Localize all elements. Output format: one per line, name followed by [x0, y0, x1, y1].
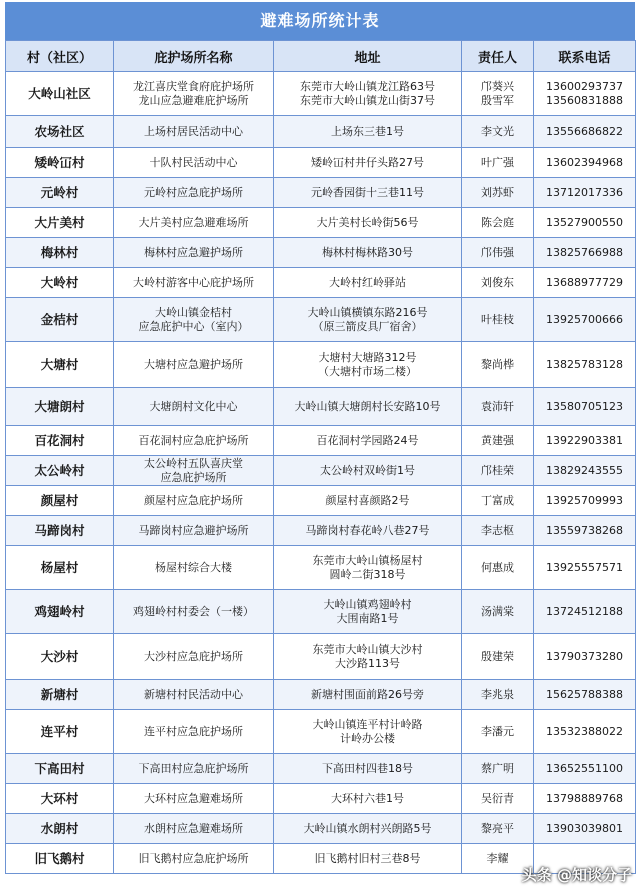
column-header-address: 地址 — [274, 41, 462, 72]
cell-address: 梅林村梅林路30号 — [274, 238, 462, 268]
cell-shelter: 龙江喜庆堂食府庇护场所 龙山应急避难庇护场所 — [114, 72, 274, 116]
cell-shelter: 大岭村游客中心庇护场所 — [114, 268, 274, 298]
cell-shelter: 鸡翅岭村村委会（一楼） — [114, 590, 274, 634]
cell-address: 百花洞村学园路24号 — [274, 426, 462, 456]
table-row — [6, 486, 636, 516]
cell-person: 丁富成 — [462, 486, 534, 516]
cell-shelter: 大片美村应急避难场所 — [114, 208, 274, 238]
cell-phone: 13688977729 — [534, 268, 636, 298]
cell-phone: 13712017336 — [534, 178, 636, 208]
cell-address: 矮岭冚村井仔头路27号 — [274, 148, 462, 178]
cell-person: 吴衍青 — [462, 784, 534, 814]
cell-phone: 13925709993 — [534, 486, 636, 516]
cell-address: 大塘村大塘路312号 （大塘村市场二楼） — [274, 342, 462, 388]
cell-phone: 13790373280 — [534, 634, 636, 680]
cell-shelter: 旧飞鹅村应急庇护场所 — [114, 844, 274, 874]
cell-phone: 13925700666 — [534, 298, 636, 342]
cell-address: 大片美村长岭街56号 — [274, 208, 462, 238]
cell-shelter: 上场村居民活动中心 — [114, 116, 274, 148]
cell-village: 大塘村 — [6, 342, 114, 388]
cell-person: 李耀 — [462, 844, 534, 874]
cell-phone: 13925557571 — [534, 546, 636, 590]
cell-address: 大岭山镇大塘朗村长安路10号 — [274, 388, 462, 426]
cell-phone: 13600293737 13560831888 — [534, 72, 636, 116]
cell-person: 李兆泉 — [462, 680, 534, 710]
cell-shelter: 下高田村应急庇护场所 — [114, 754, 274, 784]
cell-village: 杨屋村 — [6, 546, 114, 590]
table-row — [6, 148, 636, 178]
cell-shelter: 百花洞村应急庇护场所 — [114, 426, 274, 456]
table-title: 避难场所统计表 — [5, 2, 635, 40]
cell-village: 元岭村 — [6, 178, 114, 208]
cell-address: 上场东三巷1号 — [274, 116, 462, 148]
cell-shelter: 连平村应急庇护场所 — [114, 710, 274, 754]
cell-phone: 13825783128 — [534, 342, 636, 388]
cell-person: 陈会庭 — [462, 208, 534, 238]
cell-shelter: 梅林村应急避护场所 — [114, 238, 274, 268]
cell-village: 大岭村 — [6, 268, 114, 298]
cell-address: 下高田村四巷18号 — [274, 754, 462, 784]
table-row — [6, 268, 636, 298]
table-row — [6, 342, 636, 388]
cell-village: 鸡翅岭村 — [6, 590, 114, 634]
table-row — [6, 546, 636, 590]
cell-address: 新塘村围面前路26号旁 — [274, 680, 462, 710]
cell-person: 黎亮平 — [462, 814, 534, 844]
cell-person: 蔡广明 — [462, 754, 534, 784]
cell-phone: 13527900550 — [534, 208, 636, 238]
cell-shelter: 大环村应急避难场所 — [114, 784, 274, 814]
cell-address: 大岭村红岭驿站 — [274, 268, 462, 298]
column-header-phone: 联系电话 — [534, 41, 636, 72]
cell-village: 大塘朗村 — [6, 388, 114, 426]
cell-village: 马蹄岗村 — [6, 516, 114, 546]
cell-village: 颜屋村 — [6, 486, 114, 516]
cell-person: 刘俊东 — [462, 268, 534, 298]
table-row — [6, 298, 636, 342]
cell-person: 汤满棠 — [462, 590, 534, 634]
watermark: 头条 @知谈分子 — [522, 864, 632, 885]
cell-village: 大片美村 — [6, 208, 114, 238]
cell-shelter: 大塘朗村文化中心 — [114, 388, 274, 426]
cell-village: 新塘村 — [6, 680, 114, 710]
table-row — [6, 754, 636, 784]
cell-address: 大岭山镇横镇东路216号 （原三箭皮具厂宿舍） — [274, 298, 462, 342]
cell-phone: 13602394968 — [534, 148, 636, 178]
cell-shelter: 杨屋村综合大楼 — [114, 546, 274, 590]
cell-phone: 13556686822 — [534, 116, 636, 148]
cell-shelter: 大沙村应急庇护场所 — [114, 634, 274, 680]
cell-address: 大环村六巷1号 — [274, 784, 462, 814]
cell-address: 大岭山镇连平村计岭路 计岭办公楼 — [274, 710, 462, 754]
table-row — [6, 178, 636, 208]
cell-village: 连平村 — [6, 710, 114, 754]
cell-village: 太公岭村 — [6, 456, 114, 486]
cell-person: 黎尚桦 — [462, 342, 534, 388]
cell-person: 黄建强 — [462, 426, 534, 456]
cell-village: 大沙村 — [6, 634, 114, 680]
table-body — [6, 72, 636, 874]
cell-shelter: 马蹄岗村应急避护场所 — [114, 516, 274, 546]
cell-address: 太公岭村双岭街1号 — [274, 456, 462, 486]
cell-village: 矮岭冚村 — [6, 148, 114, 178]
cell-address: 东莞市大岭山镇杨屋村 圆岭二街318号 — [274, 546, 462, 590]
shelter-statistics-sheet — [5, 2, 635, 874]
cell-village: 大岭山社区 — [6, 72, 114, 116]
cell-village: 水朗村 — [6, 814, 114, 844]
cell-village: 大环村 — [6, 784, 114, 814]
cell-shelter: 太公岭村五队喜庆堂 应急庇护场所 — [114, 456, 274, 486]
cell-phone: 15625788388 — [534, 680, 636, 710]
cell-phone: 13798889768 — [534, 784, 636, 814]
cell-person: 邝伟强 — [462, 238, 534, 268]
cell-phone: 13724512188 — [534, 590, 636, 634]
cell-person: 李文光 — [462, 116, 534, 148]
cell-shelter: 水朗村应急避难场所 — [114, 814, 274, 844]
cell-village: 下高田村 — [6, 754, 114, 784]
table-row — [6, 388, 636, 426]
cell-shelter: 颜屋村应急庇护场所 — [114, 486, 274, 516]
table-row — [6, 590, 636, 634]
cell-address: 东莞市大岭山镇大沙村 大沙路113号 — [274, 634, 462, 680]
cell-shelter: 大塘村应急避护场所 — [114, 342, 274, 388]
table-row — [6, 680, 636, 710]
cell-phone: 13922903381 — [534, 426, 636, 456]
cell-person: 刘苏虾 — [462, 178, 534, 208]
cell-village: 百花洞村 — [6, 426, 114, 456]
cell-shelter: 新塘村村民活动中心 — [114, 680, 274, 710]
cell-village: 金桔村 — [6, 298, 114, 342]
cell-village: 农场社区 — [6, 116, 114, 148]
column-header-shelter: 庇护场所名称 — [114, 41, 274, 72]
cell-phone: 13829243555 — [534, 456, 636, 486]
table-row — [6, 710, 636, 754]
cell-phone: 13825766988 — [534, 238, 636, 268]
cell-address: 颜屋村喜颜路2号 — [274, 486, 462, 516]
cell-address: 大岭山镇鸡翅岭村 大围南路1号 — [274, 590, 462, 634]
cell-person: 袁沛轩 — [462, 388, 534, 426]
cell-shelter: 元岭村应急庇护场所 — [114, 178, 274, 208]
table-header-row — [6, 41, 636, 72]
table-row — [6, 516, 636, 546]
table-row — [6, 238, 636, 268]
cell-person: 李潘元 — [462, 710, 534, 754]
cell-phone: 13559738268 — [534, 516, 636, 546]
cell-phone: 13652551100 — [534, 754, 636, 784]
table-row — [6, 116, 636, 148]
cell-address: 东莞市大岭山镇龙江路63号 东莞市大岭山镇龙山街37号 — [274, 72, 462, 116]
cell-village: 梅林村 — [6, 238, 114, 268]
cell-shelter: 大岭山镇金桔村 应急庇护中心（室内） — [114, 298, 274, 342]
cell-person: 李志枢 — [462, 516, 534, 546]
table-row — [6, 784, 636, 814]
cell-shelter: 十队村民活动中心 — [114, 148, 274, 178]
cell-phone: 13580705123 — [534, 388, 636, 426]
cell-person: 殷建荣 — [462, 634, 534, 680]
cell-person: 邝葵兴 殷雪军 — [462, 72, 534, 116]
cell-address: 旧飞鹅村旧村三巷8号 — [274, 844, 462, 874]
cell-person: 何惠成 — [462, 546, 534, 590]
cell-address: 元岭香园街十三巷11号 — [274, 178, 462, 208]
table-row — [6, 814, 636, 844]
column-header-village: 村（社区） — [6, 41, 114, 72]
cell-address: 大岭山镇水朗村兴朗路5号 — [274, 814, 462, 844]
table-row — [6, 456, 636, 486]
cell-address: 马蹄岗村春花岭八巷27号 — [274, 516, 462, 546]
cell-person: 邝桂荣 — [462, 456, 534, 486]
table-row — [6, 426, 636, 456]
table-row — [6, 208, 636, 238]
cell-person: 叶广强 — [462, 148, 534, 178]
table-row — [6, 72, 636, 116]
cell-phone: 13903039801 — [534, 814, 636, 844]
shelter-table — [5, 40, 636, 874]
cell-village: 旧飞鹅村 — [6, 844, 114, 874]
cell-phone: 13532388022 — [534, 710, 636, 754]
cell-person: 叶桂枝 — [462, 298, 534, 342]
column-header-person: 责任人 — [462, 41, 534, 72]
table-row — [6, 634, 636, 680]
